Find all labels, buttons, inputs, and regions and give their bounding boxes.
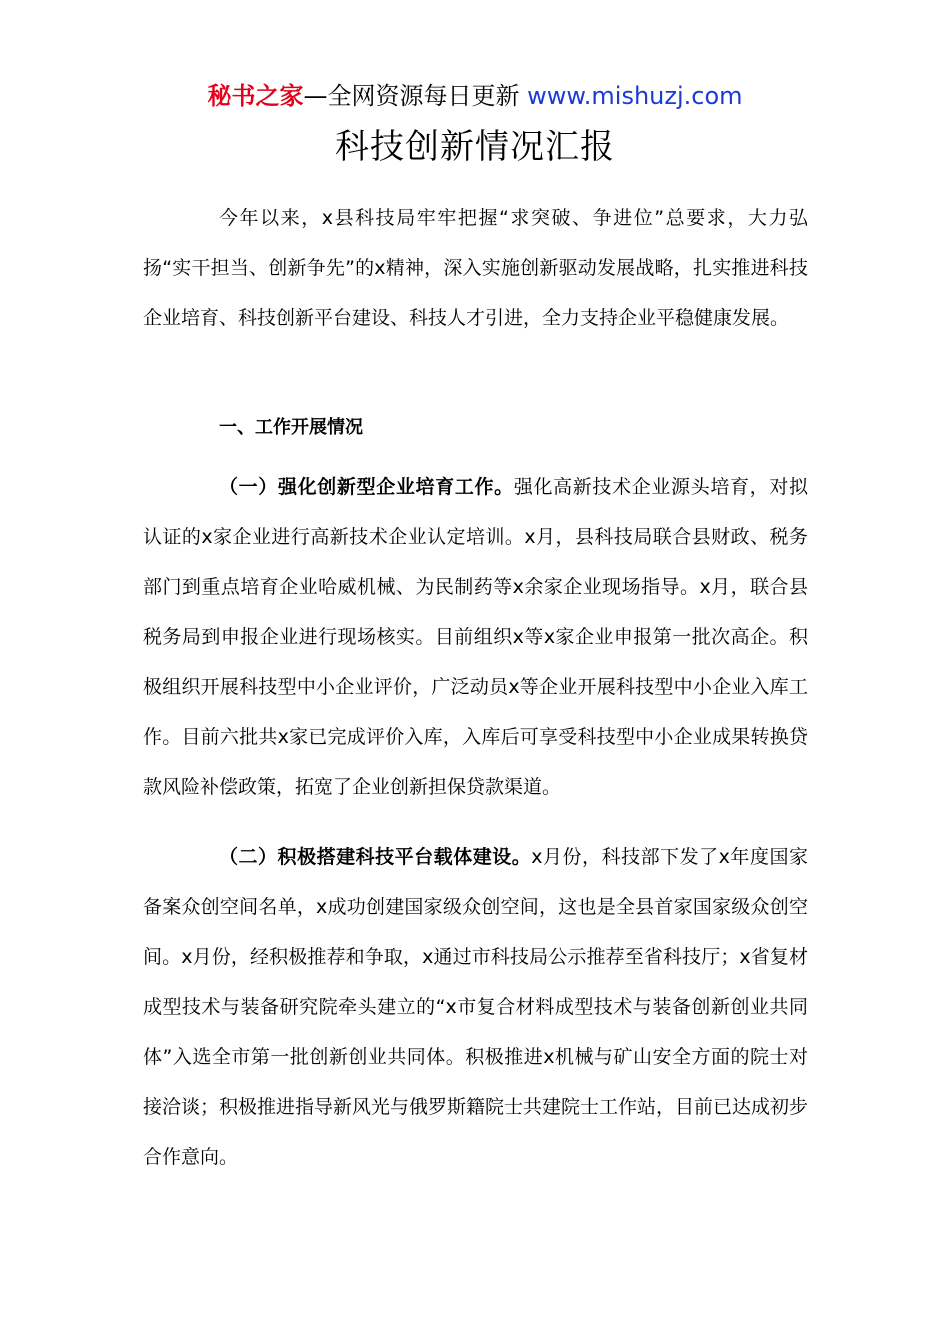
document-title: 科技创新情况汇报 — [335, 127, 615, 167]
header-tagline: —全网资源每日更新 — [303, 82, 520, 110]
site-url[interactable]: www.mishuzj.com — [527, 82, 743, 110]
site-header — [0, 80, 950, 112]
section-heading: 一、工作开展情况 — [219, 417, 363, 438]
item2-paragraph — [143, 832, 808, 1182]
item1-paragraph — [143, 462, 808, 812]
item2-lead: （二）积极搭建科技平台载体建设。 — [219, 846, 532, 868]
item1-lead: （一）强化创新型企业培育工作。 — [219, 476, 514, 498]
item1-body: 强化高新技术企业源头培育，对拟认证的x家企业进行高新技术企业认定培训。x月，县科技局联合县财政、税务部门到重点培育企业哈威机械、为民制药等x余家企业现场指导。x月，联合县税务局到申报企业进行现场核实。目前组织x等x家企业申报第一批次高企。积极组织开展科技型中小企业评价，广泛动员x等企业开展科技型中小企业入库工作。目前六批共x家已完成评价入库，入库后可享受科技型中小企业成果转换贷款风险补偿政策，拓宽了企业创新担保贷款渠道。 — [143, 476, 808, 798]
brand-name: 秘书之家 — [207, 82, 304, 110]
item2-body: x月份，科技部下发了x年度国家备案众创空间名单，x成功创建国家级众创空间，这也是全县首家国家级众创空间。x月份，经积极推荐和争取，x通过市科技局公示推荐至省科技厅；x省复材成型技术与装备研究院牵头建立的“x市复合材料成型技术与装备创新创业共同体”入选全市第一批创新创业共同体。积极推进x机械与矿山安全方面的院士对接洽谈；积极推进指导新风光与俄罗斯籍院士共建院士工作站，目前已达成初步合作意向。 — [143, 846, 809, 1168]
intro-paragraph: 今年以来，x县科技局牢牢把握“求突破、争进位”总要求，大力弘扬“实干担当、创新争先”的x精神，深入实施创新驱动发展战略，扎实推进科技企业培育、科技创新平台建设、科技人才引进，全力支持企业平稳健康发展。 — [143, 207, 808, 329]
